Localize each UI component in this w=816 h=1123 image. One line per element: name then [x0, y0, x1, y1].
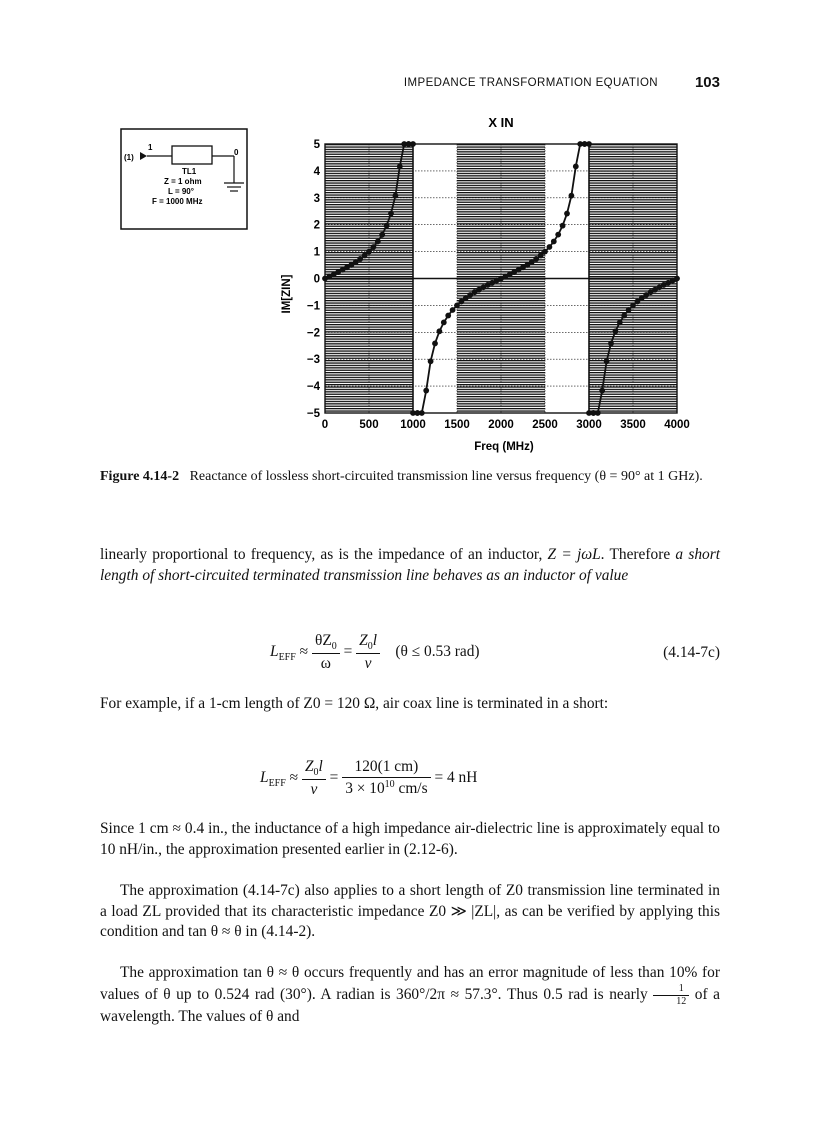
- eq1-condition: (θ ≤ 0.53 rad): [395, 643, 480, 661]
- eq1-frac2-den: v: [364, 655, 372, 673]
- data-point: [586, 141, 592, 147]
- eq2-result: = 4 nH: [434, 769, 478, 787]
- paragraph-1: [100, 545, 720, 586]
- eq1-frac2-num: Z: [359, 632, 368, 649]
- transmission-line-element: [172, 146, 212, 164]
- eq1-frac1-den: ω: [320, 655, 331, 673]
- chart-title: X IN: [488, 115, 514, 130]
- p1-text-a: linearly proportional to frequency, as is the impedance of an inductor,: [100, 546, 548, 563]
- x-tick-label: 1500: [444, 419, 470, 431]
- data-point: [626, 307, 632, 313]
- x-tick-labels: [322, 419, 690, 431]
- circuit-schematic: [120, 128, 248, 230]
- eq1-frac2: [356, 632, 380, 673]
- y-tick-label: −5: [306, 408, 320, 420]
- data-point: [591, 410, 597, 416]
- eq1-frac2-num-tail: l: [372, 632, 377, 649]
- node-in-label: 1: [148, 143, 153, 152]
- data-point: [599, 388, 605, 394]
- eq2-frac1-num: Z: [304, 758, 314, 775]
- data-point: [555, 232, 561, 238]
- data-point: [630, 303, 636, 309]
- p5-text-b: of a wavelength. The values of θ and: [100, 985, 720, 1025]
- data-point: [393, 193, 399, 199]
- y-tick-labels: [307, 139, 321, 420]
- y-tick-label: 4: [313, 165, 320, 178]
- y-tick-label: 3: [313, 192, 320, 205]
- eq2-frac1: [302, 758, 326, 799]
- l-label: L = 90°: [168, 187, 194, 196]
- data-point: [542, 249, 548, 255]
- data-point: [410, 141, 416, 147]
- eq2-frac2-num: 120(1 cm): [342, 758, 430, 778]
- data-point: [388, 211, 394, 217]
- paragraph-4: The approximation (4.14-7c) also applies to a short length of Z0 transmission line terminated in a load ZL provided that its characteristic impedance Z0 ≫ |ZL|, as can be verified by applying this condition and tan θ ≈ θ in (4.14-2).: [100, 882, 720, 940]
- eq2-frac2-den-a: 3 × 10: [345, 780, 385, 798]
- f-label: F = 1000 MHz: [152, 197, 203, 206]
- x-tick-label: 0: [321, 419, 329, 431]
- eq2-frac2-den-b: cm/s: [394, 780, 428, 798]
- y-tick-label: −4: [306, 381, 320, 394]
- data-point: [415, 410, 421, 416]
- paragraph-3: Since 1 cm ≈ 0.4 in., the inductance of a high impedance air-dielectric line is approximately equal to 10 nH/in., the approximation presented earlier in (2.12-6).: [100, 820, 720, 858]
- eq2-lhs: L: [260, 769, 269, 787]
- data-point: [384, 223, 390, 229]
- p1-equation: Z = jωL: [547, 546, 601, 563]
- p5-text-a: The approximation tan θ ≈ θ occurs frequently and has an error magnitude of less than 10% for values of θ up to 0.524 rad (30°). A radian is 360°/2π ≈ 57.3°. Thus 0.5 rad is nearly: [100, 964, 720, 1003]
- y-tick-label: 2: [313, 219, 320, 232]
- data-point: [604, 358, 610, 364]
- eq1-frac1-num-sub: 0: [331, 641, 337, 653]
- x-tick-label: 3500: [620, 419, 646, 431]
- eq1-frac1: [312, 632, 340, 673]
- eq2-lhs-sub: EFF: [268, 778, 286, 790]
- data-point: [437, 328, 443, 334]
- y-tick-label: −2: [306, 327, 320, 340]
- eq1-frac2-num-sub: 0: [367, 641, 373, 653]
- data-point: [375, 239, 381, 245]
- y-tick-label: 1: [313, 246, 320, 259]
- data-point: [428, 358, 434, 364]
- equation-example: [100, 758, 720, 804]
- figure-caption: [100, 467, 720, 486]
- data-point: [397, 164, 403, 170]
- data-point: [454, 303, 460, 309]
- p5-frac-num: 1: [653, 984, 689, 996]
- port-label: (1): [124, 153, 134, 162]
- data-point: [441, 319, 447, 325]
- y-tick-label: −1: [306, 300, 320, 313]
- eq1-expression: $L_{EFF}$ ≈ $\frac{\theta Z_0}{\omega}$ = $\frac{Z_0l}{v}$ (θ ≤ 0.53 rad): [270, 632, 480, 673]
- eq2-frac2: [342, 758, 430, 798]
- node-out-label: 0: [234, 148, 239, 157]
- x-tick-label: 500: [359, 419, 379, 431]
- y-tick-label: −3: [306, 354, 320, 367]
- eq2-frac2-den-exp: 10: [384, 779, 395, 791]
- figure-caption-text: Reactance of lossless short-circuited transmission line versus frequency (θ = 90° at 1 GHz).: [189, 469, 703, 484]
- data-point: [617, 319, 623, 325]
- eq1-lhs-sub: EFF: [278, 652, 296, 664]
- data-point: [445, 313, 451, 319]
- data-point: [366, 249, 372, 255]
- reactance-chart: [270, 108, 720, 460]
- data-point: [564, 211, 570, 217]
- data-point: [621, 313, 627, 319]
- data-point: [538, 253, 544, 259]
- header-title: IMPEDANCE TRANSFORMATION EQUATION: [403, 77, 658, 89]
- x-tick-label: 3000: [576, 419, 602, 431]
- p1-text-b: . Therefore: [600, 546, 676, 563]
- page-number: 103: [694, 74, 720, 91]
- equation-4-14-7c: [100, 632, 720, 676]
- data-point: [560, 223, 566, 229]
- eq2-frac1-num-sub: 0: [313, 767, 319, 779]
- y-tick-label: 0: [313, 273, 320, 286]
- eq2-frac1-den: v: [310, 781, 318, 799]
- data-point: [569, 193, 575, 199]
- figure-label: Figure 4.14-2: [100, 469, 180, 484]
- eq2-frac1-num-tail: l: [318, 758, 323, 775]
- port-arrow-icon: [140, 152, 147, 160]
- z-label: Z = 1 ohm: [164, 177, 202, 186]
- data-point: [613, 328, 619, 334]
- data-point: [423, 388, 429, 394]
- data-point: [379, 232, 385, 238]
- data-point: [432, 341, 438, 347]
- p5-frac-den: 12: [676, 995, 687, 1007]
- data-point: [674, 276, 680, 282]
- p1-italic: a short length of short-circuited terminated transmission line behaves as an inductor of value: [100, 546, 720, 584]
- y-tick-label: 5: [313, 139, 320, 151]
- x-axis-label: Freq (MHz): [474, 441, 534, 453]
- eq1-number: (4.14-7c): [663, 644, 720, 661]
- data-point: [450, 307, 456, 313]
- eq2-expression: $L_{EFF}$ ≈ $\frac{Z_0l}{v}$ = $\frac{120(1 cm)}{3 \times 10^{10} cm/s}$ = 4 nH: [260, 758, 478, 799]
- paragraph-2: For example, if a 1-cm length of Z0 = 120 Ω, air coax line is terminated in a short:: [100, 695, 609, 712]
- x-tick-label: 2000: [488, 419, 514, 431]
- y-axis-label: IM[ZIN]: [281, 274, 293, 314]
- data-point: [551, 239, 557, 245]
- p5-fraction: [653, 984, 689, 1007]
- eq1-frac1-num: θZ: [314, 632, 332, 649]
- running-header: [100, 75, 720, 95]
- eq1-lhs: L: [270, 643, 279, 661]
- data-point: [608, 341, 614, 347]
- x-tick-label: 2500: [532, 419, 558, 431]
- data-point: [371, 244, 377, 250]
- x-tick-label: 1000: [400, 419, 426, 431]
- data-point: [362, 253, 368, 259]
- element-name: TL1: [182, 167, 197, 176]
- x-tick-label: 4000: [664, 419, 690, 431]
- data-point: [547, 244, 553, 250]
- data-point: [573, 164, 579, 170]
- paragraph-5: [100, 963, 720, 1027]
